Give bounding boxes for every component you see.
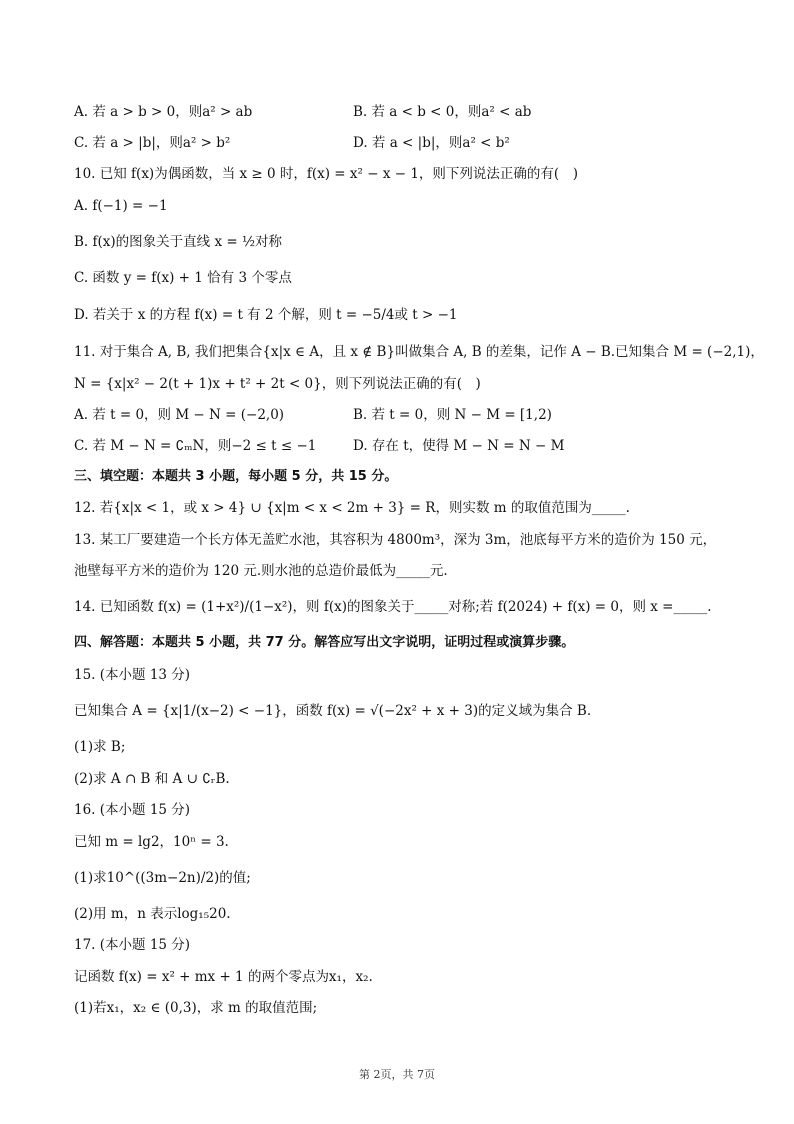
question-11-line-1: 11. 对于集合 A, B, 我们把集合{x|x ∈ A，且 x ∉ B}叫做集合 A, B 的差集，记作 A − B.已知集合 M = (−2,1)， bbox=[74, 344, 764, 360]
q11-option-row-2 bbox=[74, 436, 565, 456]
question-14: 14. 已知函数 f(x) = (1+x²)/(1−x²)，则 f(x)的图象关于_____对称;若 f(2024) + f(x) = 0，则 x =_____. bbox=[74, 599, 712, 615]
question-16-stem: 已知 m = lg2，10ⁿ = 3. bbox=[74, 834, 229, 850]
q10-option-b: B. f(x)的图象关于直线 x = ½对称 bbox=[74, 234, 283, 250]
section-4-heading: 四、解答题：本题共 5 小题，共 77 分。解答应写出文字说明，证明过程或演算步骤。 bbox=[74, 635, 575, 650]
page-footer: 第 2页，共 7页 bbox=[359, 1068, 435, 1081]
q9-option-row-1 bbox=[74, 102, 532, 122]
question-15-stem: 已知集合 A = {x|1/(x−2) < −1}，函数 f(x) = √(−2x² + x + 3)的定义域为集合 B. bbox=[74, 703, 592, 719]
question-11-line-2: N = {x|x² − 2(t + 1)x + t² + 2t < 0}，则下列说法正确的有( ) bbox=[74, 376, 481, 392]
q10-option-c: C. 函数 y = f(x) + 1 恰有 3 个零点 bbox=[74, 270, 292, 286]
q9-option-row-2 bbox=[74, 133, 510, 153]
q11-option-c: C. 若 M − N = ∁ₘN，则−2 ≤ t ≤ −1 bbox=[74, 438, 317, 454]
q11-option-a: A. 若 t = 0，则 M − N = (−2,0) bbox=[74, 407, 285, 423]
question-15-part-1: (1)求 B; bbox=[74, 739, 126, 755]
q10-option-a: A. f(−1) = −1 bbox=[74, 198, 168, 214]
question-12: 12. 若{x|x < 1，或 x > 4} ∪ {x|m < x < 2m + 3} = R，则实数 m 的取值范围为_____. bbox=[74, 500, 630, 516]
q9-option-d: D. 若 a < |b|，则a² < b² bbox=[353, 135, 510, 151]
question-13-line-2: 池壁每平方米的造价为 120 元.则水池的总造价最低为_____元. bbox=[74, 563, 448, 579]
question-16-part-1: (1)求10^((3m−2n)/2)的值; bbox=[74, 870, 251, 886]
q9-option-b: B. 若 a < b < 0，则a² < ab bbox=[353, 104, 532, 120]
question-17-title: 17. (本小题 15 分) bbox=[74, 937, 191, 953]
question-17-stem: 记函数 f(x) = x² + mx + 1 的两个零点为x₁，x₂. bbox=[74, 969, 373, 985]
question-17-part-1: (1)若x₁，x₂ ∈ (0,3)，求 m 的取值范围; bbox=[74, 1000, 318, 1016]
question-16-title: 16. (本小题 15 分) bbox=[74, 802, 191, 818]
q11-option-b: B. 若 t = 0，则 N − M = [1,2) bbox=[353, 407, 552, 423]
q11-option-row-1 bbox=[74, 405, 552, 425]
section-3-heading: 三、填空题：本题共 3 小题，每小题 5 分，共 15 分。 bbox=[74, 469, 398, 484]
question-15-part-2: (2)求 A ∩ B 和 A ∪ ∁ᵣB. bbox=[74, 771, 230, 787]
question-13-line-1: 13. 某工厂要建造一个长方体无盖贮水池，其容积为 4800m³，深为 3m，池底每平方米的造价为 150 元， bbox=[74, 532, 717, 548]
q9-option-a: A. 若 a > b > 0，则a² > ab bbox=[74, 104, 253, 120]
q10-option-d: D. 若关于 x 的方程 f(x) = t 有 2 个解，则 t = −5/4或 t > −1 bbox=[74, 307, 458, 323]
question-15-title: 15. (本小题 13 分) bbox=[74, 667, 191, 683]
q9-option-c: C. 若 a > |b|，则a² > b² bbox=[74, 135, 231, 151]
question-10: 10. 已知 f(x)为偶函数，当 x ≥ 0 时，f(x) = x² − x − 1，则下列说法正确的有( ) bbox=[74, 166, 578, 182]
q11-option-d: D. 存在 t，使得 M − N = N − M bbox=[353, 438, 565, 454]
question-16-part-2: (2)用 m，n 表示log₁₅20. bbox=[74, 906, 231, 922]
